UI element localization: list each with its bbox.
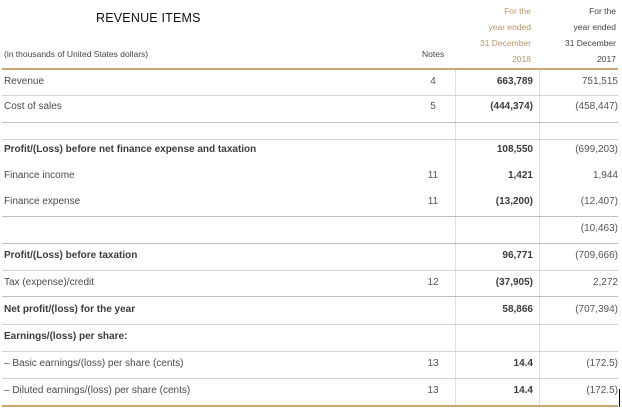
value-2017: (12,407): [580, 196, 618, 207]
value-2018: 96,771: [502, 250, 533, 261]
row-divider: [2, 296, 618, 297]
row-label: Profit/(Loss) before taxation: [4, 250, 138, 261]
value-2018: (444,374): [490, 101, 533, 112]
column-header-2017-line2: year ended: [573, 22, 616, 32]
row-label: Earnings/(loss) per share:: [4, 331, 128, 342]
row-note: 12: [427, 277, 439, 288]
row-note: 4: [430, 76, 436, 87]
column-header-2018: [455, 3, 531, 67]
row-note: 13: [427, 358, 439, 369]
row-label: – Diluted earnings/(loss) per share (cents): [4, 385, 191, 396]
header-divider: [2, 68, 618, 70]
value-2017: 1,944: [592, 170, 618, 181]
column-header-2018-line2: year ended: [488, 22, 531, 32]
row-divider: [2, 405, 618, 407]
page-title: REVENUE ITEMS: [96, 11, 201, 25]
row-label: – Basic earnings/(loss) per share (cents): [4, 358, 184, 369]
value-2018: 663,789: [496, 76, 533, 87]
value-2018: 58,866: [502, 304, 533, 315]
value-2018: (13,200): [495, 196, 533, 207]
column-header-2017-line4: 2017: [597, 54, 616, 64]
row-note: 11: [427, 196, 439, 207]
column-header-2017: [540, 3, 616, 67]
row-label: Cost of sales: [4, 101, 62, 112]
value-2018: 108,550: [496, 144, 533, 155]
value-2017: 2,272: [592, 277, 618, 288]
value-2017: (172.5): [586, 385, 618, 396]
row-note: 13: [427, 385, 439, 396]
value-2017: (709,666): [575, 250, 618, 261]
value-2017: (707,394): [575, 304, 618, 315]
row-label: Profit/(Loss) before net finance expense and taxation: [4, 144, 257, 155]
value-2017: (458,447): [575, 101, 618, 112]
row-label: Revenue: [4, 76, 45, 87]
value-2018: 14.4: [513, 385, 533, 396]
value-2018: (37,905): [495, 277, 533, 288]
row-divider: [2, 216, 618, 217]
row-note: 5: [430, 101, 436, 112]
column-header-2017-line1: For the: [589, 6, 616, 16]
row-divider: [2, 243, 618, 244]
notes-column-header: Notes: [422, 49, 445, 59]
value-2017: (10,463): [580, 223, 618, 234]
column-header-2018-line1: For the: [504, 6, 531, 16]
column-header-2018-line3: 31 December: [479, 38, 531, 48]
row-note: 11: [427, 170, 439, 181]
row-label: Net profit/(loss) for the year: [4, 304, 136, 315]
value-2018: 14.4: [513, 358, 533, 369]
column-header-2018-line4: 2018: [512, 54, 531, 64]
row-divider: [2, 351, 618, 352]
row-divider: [2, 95, 618, 96]
row-label: Finance expense: [4, 196, 81, 207]
row-divider: [2, 270, 618, 271]
row-divider: [2, 122, 618, 123]
row-divider: [2, 324, 618, 325]
row-divider: [2, 139, 618, 140]
value-2018: 1,421: [507, 170, 533, 181]
row-label: Tax (expense)/credit: [4, 277, 95, 288]
column-separator: [539, 70, 540, 407]
column-header-2017-line3: 31 December: [564, 38, 616, 48]
value-2017: 751,515: [581, 76, 618, 87]
value-2017: (699,203): [575, 144, 618, 155]
row-divider: [2, 378, 618, 379]
value-2017: (172.5): [586, 358, 618, 369]
row-label: Finance income: [4, 170, 75, 181]
text-cursor: [619, 389, 620, 407]
column-separator: [455, 70, 456, 407]
units-label: (in thousands of United States dollars): [4, 49, 149, 59]
